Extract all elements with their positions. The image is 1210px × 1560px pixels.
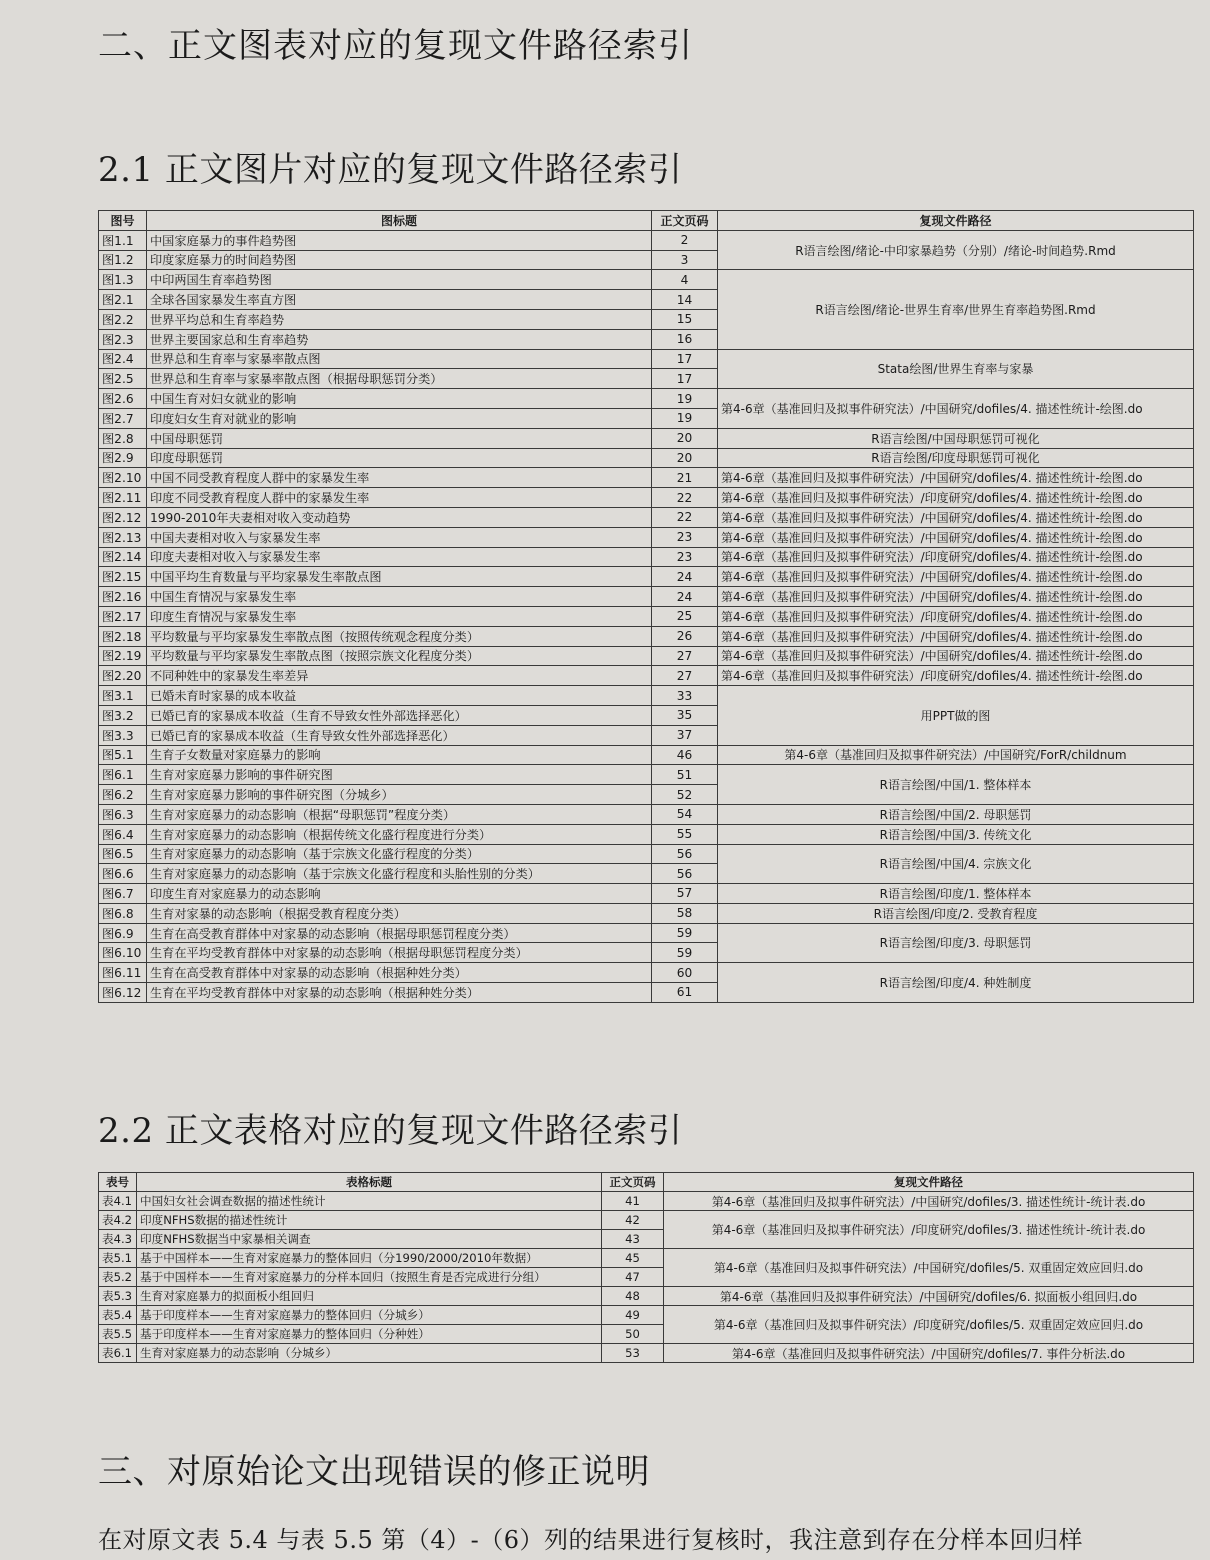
row-page: 27 (652, 646, 718, 666)
section-3-title: 三、对原始论文出现错误的修正说明 (98, 1452, 650, 1492)
row-title: 印度夫妻相对收入与家暴发生率 (147, 547, 652, 567)
row-page: 19 (652, 408, 718, 428)
table-row (99, 527, 1194, 547)
row-title: 已婚已育的家暴成本收益（生育不导致女性外部选择恶化） (147, 705, 652, 725)
row-path: 第4-6章（基准回归及拟事件研究法）/印度研究/dofiles/4. 描述性统计-绘图.do (718, 547, 1194, 567)
row-title: 印度不同受教育程度人群中的家暴发生率 (147, 488, 652, 508)
row-path: 第4-6章（基准回归及拟事件研究法）/中国研究/dofiles/7. 事件分析法.do (664, 1344, 1194, 1363)
row-page: 22 (652, 507, 718, 527)
row-id: 图2.11 (99, 488, 147, 508)
row-title: 基于中国样本——生育对家庭暴力的整体回归（分1990/2000/2010年数据） (137, 1249, 602, 1268)
table-row (99, 1249, 1194, 1268)
row-id: 表5.1 (99, 1249, 137, 1268)
row-page: 17 (652, 369, 718, 389)
row-id: 图2.9 (99, 448, 147, 468)
table-row (99, 963, 1194, 983)
row-page: 55 (652, 824, 718, 844)
table-header-row (99, 211, 1194, 231)
row-page: 20 (652, 428, 718, 448)
header-table-number: 表号 (99, 1173, 137, 1192)
row-path: R语言绘图/印度母职惩罚可视化 (718, 448, 1194, 468)
table-row (99, 646, 1194, 666)
row-page: 50 (602, 1325, 664, 1344)
row-id: 图6.2 (99, 785, 147, 805)
row-page: 2 (652, 230, 718, 250)
row-path: 第4-6章（基准回归及拟事件研究法）/中国研究/dofiles/4. 描述性统计-绘图.do (718, 527, 1194, 547)
row-id: 图6.1 (99, 765, 147, 785)
row-path: 第4-6章（基准回归及拟事件研究法）/印度研究/dofiles/4. 描述性统计-绘图.do (718, 666, 1194, 686)
table-row (99, 1211, 1194, 1230)
row-page: 19 (652, 389, 718, 409)
row-title: 印度NFHS数据当中家暴相关调查 (137, 1230, 602, 1249)
row-page: 51 (652, 765, 718, 785)
row-path: R语言绘图/中国/1. 整体样本 (718, 765, 1194, 805)
row-page: 14 (652, 290, 718, 310)
table-row (99, 448, 1194, 468)
row-title: 生育在高受教育群体中对家暴的动态影响（根据种姓分类） (147, 963, 652, 983)
table-row (99, 507, 1194, 527)
row-id: 图6.3 (99, 804, 147, 824)
row-title: 生育对家庭暴力的动态影响（基于宗族文化盛行程度和头胎性别的分类） (147, 864, 652, 884)
row-title: 生育对家庭暴力的动态影响（根据传统文化盛行程度进行分类） (147, 824, 652, 844)
row-title: 世界主要国家总和生育率趋势 (147, 329, 652, 349)
row-id: 图1.3 (99, 270, 147, 290)
row-page: 23 (652, 527, 718, 547)
row-path: 第4-6章（基准回归及拟事件研究法）/中国研究/dofiles/5. 双重固定效应回归.do (664, 1249, 1194, 1287)
table-row (99, 903, 1194, 923)
row-path: 第4-6章（基准回归及拟事件研究法）/中国研究/dofiles/4. 描述性统计-绘图.do (718, 646, 1194, 666)
row-path: 用PPT做的图 (718, 686, 1194, 745)
row-id: 表5.3 (99, 1287, 137, 1306)
row-page: 24 (652, 567, 718, 587)
row-path: R语言绘图/印度/3. 母职惩罚 (718, 923, 1194, 963)
table-row (99, 884, 1194, 904)
row-path: R语言绘图/印度/1. 整体样本 (718, 884, 1194, 904)
row-title: 中国生育情况与家暴发生率 (147, 587, 652, 607)
table-row (99, 1287, 1194, 1306)
table-row (99, 547, 1194, 567)
row-path: 第4-6章（基准回归及拟事件研究法）/中国研究/dofiles/4. 描述性统计-绘图.do (718, 468, 1194, 488)
row-page: 3 (652, 250, 718, 270)
table-row (99, 1306, 1194, 1325)
row-page: 15 (652, 309, 718, 329)
row-page: 26 (652, 626, 718, 646)
row-id: 图6.4 (99, 824, 147, 844)
row-page: 33 (652, 686, 718, 706)
header-figure-number: 图号 (99, 211, 147, 231)
row-id: 图2.4 (99, 349, 147, 369)
row-page: 42 (602, 1211, 664, 1230)
row-path: Stata绘图/世界生育率与家暴 (718, 349, 1194, 389)
row-id: 表4.3 (99, 1230, 137, 1249)
row-page: 53 (602, 1344, 664, 1363)
row-id: 图2.3 (99, 329, 147, 349)
table-row (99, 844, 1194, 864)
row-path: R语言绘图/印度/2. 受教育程度 (718, 903, 1194, 923)
row-path: 第4-6章（基准回归及拟事件研究法）/中国研究/dofiles/4. 描述性统计-绘图.do (718, 626, 1194, 646)
row-id: 图2.13 (99, 527, 147, 547)
row-path: 第4-6章（基准回归及拟事件研究法）/印度研究/dofiles/4. 描述性统计-绘图.do (718, 488, 1194, 508)
row-title: 已婚已育的家暴成本收益（生育导致女性外部选择恶化） (147, 725, 652, 745)
row-page: 57 (652, 884, 718, 904)
row-path: 第4-6章（基准回归及拟事件研究法）/印度研究/dofiles/4. 描述性统计-绘图.do (718, 606, 1194, 626)
row-path: 第4-6章（基准回归及拟事件研究法）/中国研究/dofiles/4. 描述性统计-绘图.do (718, 587, 1194, 607)
row-id: 图2.10 (99, 468, 147, 488)
row-path: R语言绘图/绪论-世界生育率/世界生育率趋势图.Rmd (718, 270, 1194, 349)
row-id: 图6.11 (99, 963, 147, 983)
row-title: 生育对家庭暴力影响的事件研究图（分城乡） (147, 785, 652, 805)
row-title: 生育对家庭暴力的动态影响（基于宗族文化盛行程度的分类） (147, 844, 652, 864)
row-id: 图2.17 (99, 606, 147, 626)
row-page: 23 (652, 547, 718, 567)
figure-index-title: 2.1 正文图片对应的复现文件路径索引 (98, 150, 683, 190)
row-title: 生育在平均受教育群体中对家暴的动态影响（根据种姓分类） (147, 983, 652, 1003)
row-page: 59 (652, 923, 718, 943)
section-3-paragraph: 在对原文表 5.4 与表 5.5 第（4）-（6）列的结果进行复核时，我注意到存在分样本回归样 (98, 1526, 1083, 1554)
row-id: 图6.7 (99, 884, 147, 904)
row-id: 图6.9 (99, 923, 147, 943)
row-path: 第4-6章（基准回归及拟事件研究法）/中国研究/dofiles/4. 描述性统计-绘图.do (718, 567, 1194, 587)
row-path: R语言绘图/绪论-中印家暴趋势（分别）/绪论-时间趋势.Rmd (718, 230, 1194, 270)
row-title: 印度妇女生育对就业的影响 (147, 408, 652, 428)
row-id: 图2.18 (99, 626, 147, 646)
header-figure-title: 图标题 (147, 211, 652, 231)
figure-table-body (99, 230, 1194, 1002)
row-page: 52 (652, 785, 718, 805)
row-id: 图3.3 (99, 725, 147, 745)
row-page: 47 (602, 1268, 664, 1287)
row-title: 印度家庭暴力的时间趋势图 (147, 250, 652, 270)
row-page: 4 (652, 270, 718, 290)
row-title: 平均数量与平均家暴发生率散点图（按照传统观念程度分类） (147, 626, 652, 646)
figure-index-table (98, 210, 1194, 1003)
table-row (99, 468, 1194, 488)
table-row (99, 1344, 1194, 1363)
table-row (99, 349, 1194, 369)
table-row (99, 804, 1194, 824)
row-id: 图6.8 (99, 903, 147, 923)
row-id: 图6.12 (99, 983, 147, 1003)
row-title: 中国不同受教育程度人群中的家暴发生率 (147, 468, 652, 488)
table-row (99, 626, 1194, 646)
table-row (99, 428, 1194, 448)
row-path: R语言绘图/印度/4. 种姓制度 (718, 963, 1194, 1003)
row-path: R语言绘图/中国母职惩罚可视化 (718, 428, 1194, 448)
row-title: 世界总和生育率与家暴率散点图 (147, 349, 652, 369)
row-page: 46 (652, 745, 718, 765)
table-row (99, 666, 1194, 686)
row-page: 22 (652, 488, 718, 508)
header-path: 复现文件路径 (664, 1173, 1194, 1192)
row-page: 49 (602, 1306, 664, 1325)
row-path: 第4-6章（基准回归及拟事件研究法）/印度研究/dofiles/5. 双重固定效应回归.do (664, 1306, 1194, 1344)
row-page: 56 (652, 864, 718, 884)
row-page: 27 (652, 666, 718, 686)
row-path: 第4-6章（基准回归及拟事件研究法）/中国研究/dofiles/6. 拟面板小组回归.do (664, 1287, 1194, 1306)
table-table-body (99, 1192, 1194, 1363)
row-title: 已婚未育时家暴的成本收益 (147, 686, 652, 706)
row-id: 图2.7 (99, 408, 147, 428)
row-title: 生育子女数量对家庭暴力的影响 (147, 745, 652, 765)
row-title: 印度母职惩罚 (147, 448, 652, 468)
row-title: 基于印度样本——生育对家庭暴力的整体回归（分城乡） (137, 1306, 602, 1325)
table-row (99, 587, 1194, 607)
table-index-table (98, 1172, 1194, 1363)
row-title: 生育在平均受教育群体中对家暴的动态影响（根据母职惩罚程度分类） (147, 943, 652, 963)
table-row (99, 230, 1194, 250)
row-title: 世界平均总和生育率趋势 (147, 309, 652, 329)
row-id: 图2.1 (99, 290, 147, 310)
row-page: 35 (652, 705, 718, 725)
row-id: 图1.1 (99, 230, 147, 250)
row-title: 印度生育情况与家暴发生率 (147, 606, 652, 626)
row-title: 生育对家庭暴力影响的事件研究图 (147, 765, 652, 785)
header-path: 复现文件路径 (718, 211, 1194, 231)
row-page: 58 (652, 903, 718, 923)
row-id: 图6.5 (99, 844, 147, 864)
row-id: 图2.5 (99, 369, 147, 389)
row-id: 图2.8 (99, 428, 147, 448)
row-title: 世界总和生育率与家暴率散点图（根据母职惩罚分类） (147, 369, 652, 389)
row-page: 37 (652, 725, 718, 745)
row-id: 表5.4 (99, 1306, 137, 1325)
row-page: 56 (652, 844, 718, 864)
row-id: 图2.12 (99, 507, 147, 527)
header-page: 正文页码 (652, 211, 718, 231)
row-title: 生育对家暴的动态影响（根据受教育程度分类） (147, 903, 652, 923)
row-id: 图2.15 (99, 567, 147, 587)
row-title: 全球各国家暴发生率直方图 (147, 290, 652, 310)
table-row (99, 686, 1194, 706)
row-title: 生育对家庭暴力的动态影响（根据“母职惩罚”程度分类） (147, 804, 652, 824)
table-index-title: 2.2 正文表格对应的复现文件路径索引 (98, 1111, 683, 1151)
section-2-title: 二、正文图表对应的复现文件路径索引 (98, 26, 693, 66)
header-table-title: 表格标题 (137, 1173, 602, 1192)
row-id: 表6.1 (99, 1344, 137, 1363)
row-page: 24 (652, 587, 718, 607)
row-page: 43 (602, 1230, 664, 1249)
row-title: 中国妇女社会调查数据的描述性统计 (137, 1192, 602, 1211)
table-row (99, 270, 1194, 290)
row-id: 表4.1 (99, 1192, 137, 1211)
table-row (99, 1192, 1194, 1211)
row-title: 生育对家庭暴力的动态影响（分城乡） (137, 1344, 602, 1363)
row-title: 中国家庭暴力的事件趋势图 (147, 230, 652, 250)
row-id: 图2.14 (99, 547, 147, 567)
row-path: 第4-6章（基准回归及拟事件研究法）/中国研究/dofiles/3. 描述性统计-统计表.do (664, 1192, 1194, 1211)
row-title: 基于中国样本——生育对家庭暴力的分样本回归（按照生育是否完成进行分组） (137, 1268, 602, 1287)
row-title: 1990-2010年夫妻相对收入变动趋势 (147, 507, 652, 527)
table-row (99, 824, 1194, 844)
row-title: 基于印度样本——生育对家庭暴力的整体回归（分种姓） (137, 1325, 602, 1344)
row-id: 图1.2 (99, 250, 147, 270)
row-id: 图6.6 (99, 864, 147, 884)
row-page: 17 (652, 349, 718, 369)
table-row (99, 488, 1194, 508)
row-title: 中国母职惩罚 (147, 428, 652, 448)
row-path: 第4-6章（基准回归及拟事件研究法）/中国研究/ForR/childnum (718, 745, 1194, 765)
row-path: R语言绘图/中国/3. 传统文化 (718, 824, 1194, 844)
row-path: R语言绘图/中国/2. 母职惩罚 (718, 804, 1194, 824)
row-page: 60 (652, 963, 718, 983)
row-id: 图2.19 (99, 646, 147, 666)
row-id: 图2.16 (99, 587, 147, 607)
row-id: 图3.1 (99, 686, 147, 706)
row-path: R语言绘图/中国/4. 宗族文化 (718, 844, 1194, 884)
row-id: 表4.2 (99, 1211, 137, 1230)
row-path: 第4-6章（基准回归及拟事件研究法）/印度研究/dofiles/3. 描述性统计-统计表.do (664, 1211, 1194, 1249)
table-row (99, 923, 1194, 943)
row-id: 表5.2 (99, 1268, 137, 1287)
row-path: 第4-6章（基准回归及拟事件研究法）/中国研究/dofiles/4. 描述性统计-绘图.do (718, 389, 1194, 429)
row-page: 41 (602, 1192, 664, 1211)
row-page: 45 (602, 1249, 664, 1268)
row-title: 平均数量与平均家暴发生率散点图（按照宗族文化程度分类） (147, 646, 652, 666)
table-row (99, 567, 1194, 587)
row-id: 表5.5 (99, 1325, 137, 1344)
table-row (99, 745, 1194, 765)
row-page: 54 (652, 804, 718, 824)
row-page: 16 (652, 329, 718, 349)
row-title: 印度生育对家庭暴力的动态影响 (147, 884, 652, 904)
row-id: 图2.20 (99, 666, 147, 686)
table-row (99, 765, 1194, 785)
row-title: 不同种姓中的家暴发生率差异 (147, 666, 652, 686)
row-id: 图2.6 (99, 389, 147, 409)
table-row (99, 389, 1194, 409)
row-page: 59 (652, 943, 718, 963)
table-header-row (99, 1173, 1194, 1192)
row-title: 中印两国生育率趋势图 (147, 270, 652, 290)
row-page: 48 (602, 1287, 664, 1306)
table-row (99, 606, 1194, 626)
row-title: 中国生育对妇女就业的影响 (147, 389, 652, 409)
row-page: 20 (652, 448, 718, 468)
row-id: 图5.1 (99, 745, 147, 765)
row-title: 生育在高受教育群体中对家暴的动态影响（根据母职惩罚程度分类） (147, 923, 652, 943)
row-page: 21 (652, 468, 718, 488)
row-title: 中国平均生育数量与平均家暴发生率散点图 (147, 567, 652, 587)
row-title: 中国夫妻相对收入与家暴发生率 (147, 527, 652, 547)
header-page: 正文页码 (602, 1173, 664, 1192)
row-path: 第4-6章（基准回归及拟事件研究法）/中国研究/dofiles/4. 描述性统计-绘图.do (718, 507, 1194, 527)
row-page: 61 (652, 983, 718, 1003)
row-title: 印度NFHS数据的描述性统计 (137, 1211, 602, 1230)
row-page: 25 (652, 606, 718, 626)
row-title: 生育对家庭暴力的拟面板小组回归 (137, 1287, 602, 1306)
row-id: 图2.2 (99, 309, 147, 329)
row-id: 图3.2 (99, 705, 147, 725)
row-id: 图6.10 (99, 943, 147, 963)
